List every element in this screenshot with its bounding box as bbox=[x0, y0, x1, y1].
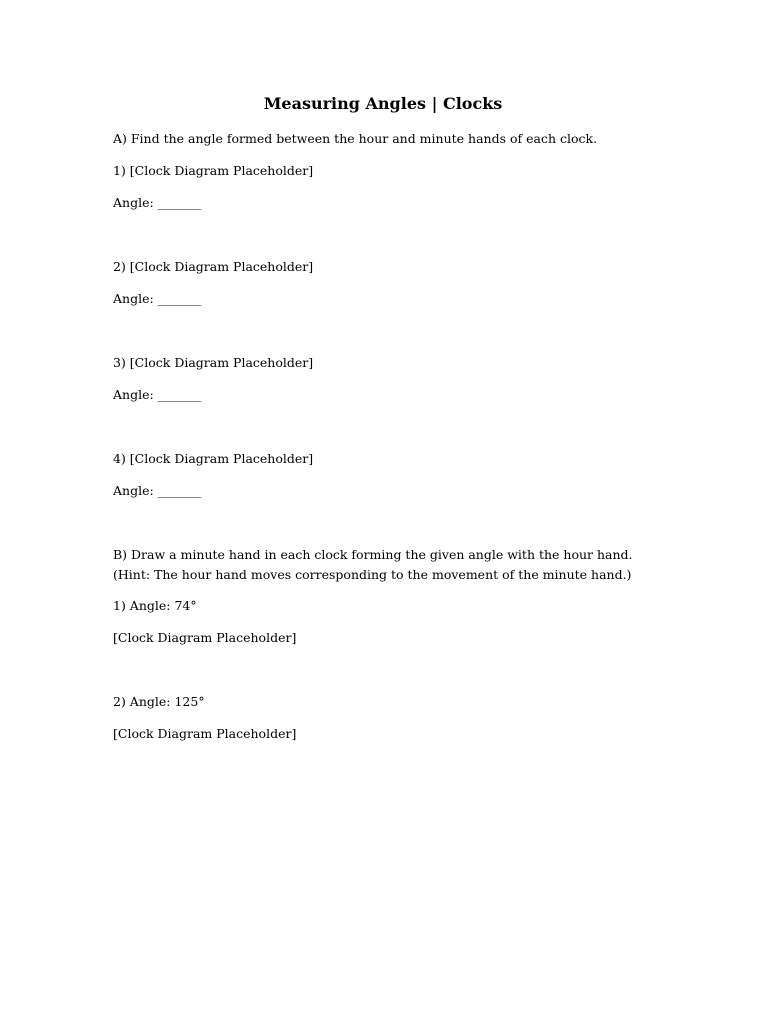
section-a-item-2-answer: Angle: _______ bbox=[113, 291, 202, 306]
section-a-item-1-answer: Angle: _______ bbox=[113, 195, 202, 210]
section-a-item-3-answer: Angle: _______ bbox=[113, 387, 202, 402]
section-a-instruction: A) Find the angle formed between the hour and minute hands of each clock. bbox=[113, 131, 598, 146]
section-a-item-4-answer: Angle: _______ bbox=[113, 483, 202, 498]
section-b-item-1-diagram: [Clock Diagram Placeholder] bbox=[113, 630, 297, 645]
page-title: Measuring Angles | Clocks bbox=[263, 94, 503, 113]
section-a-item-2-label: 2) [Clock Diagram Placeholder] bbox=[113, 259, 314, 274]
section-b-instruction: B) Draw a minute hand in each clock forming the given angle with the hour hand. (Hint: The hour hand moves corresponding to the movement of the minute hand.) bbox=[113, 547, 633, 582]
section-b-item-2-diagram: [Clock Diagram Placeholder] bbox=[113, 726, 297, 741]
section-a-item-1-label: 1) [Clock Diagram Placeholder] bbox=[113, 163, 314, 178]
section-b-item-2-label: 2) Angle: 125° bbox=[113, 694, 205, 709]
worksheet-page bbox=[113, 0, 673, 1024]
section-b-item-1-label: 1) Angle: 74° bbox=[113, 598, 197, 613]
section-a-item-3-label: 3) [Clock Diagram Placeholder] bbox=[113, 355, 314, 370]
section-a-item-4-label: 4) [Clock Diagram Placeholder] bbox=[113, 451, 314, 466]
